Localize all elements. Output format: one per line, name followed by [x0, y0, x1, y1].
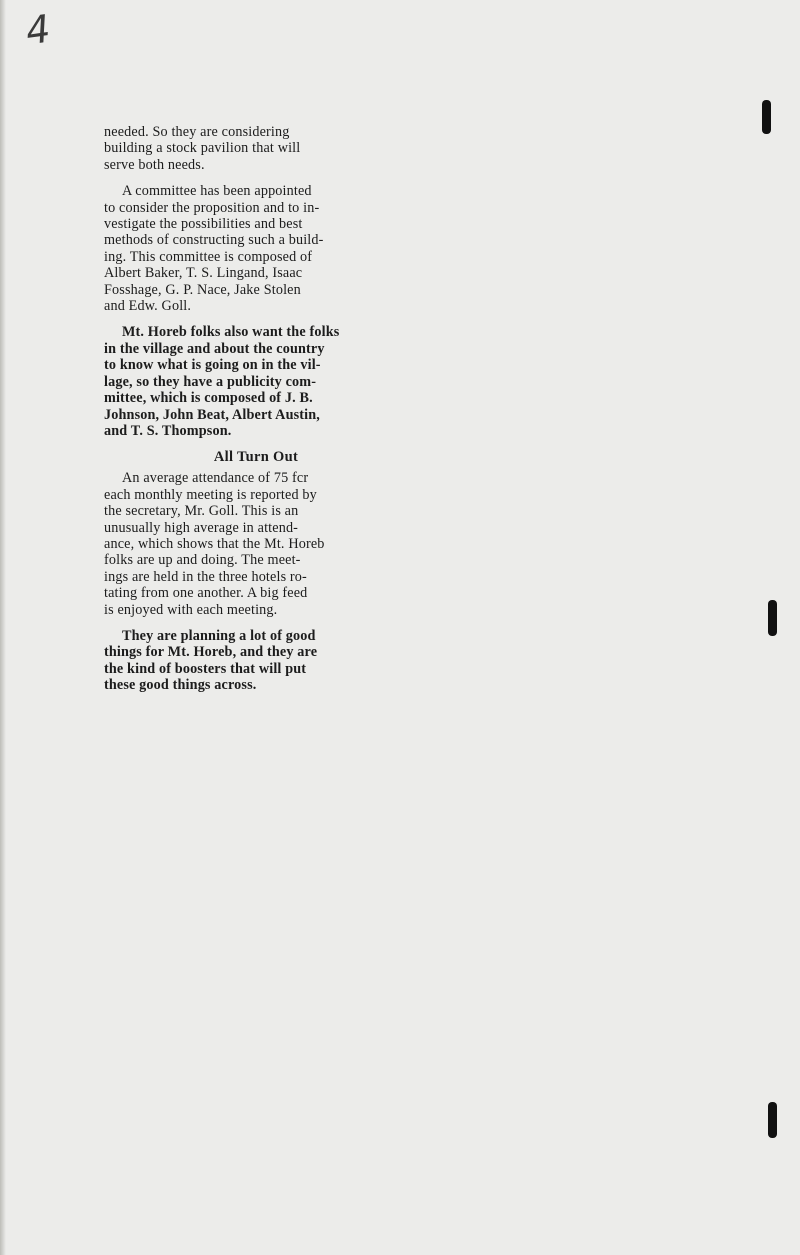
text-line: and T. S. Thompson.	[104, 422, 232, 439]
text-line: Mt. Horeb folks also want the folks	[122, 324, 340, 341]
text-line: the kind of boosters that will put	[104, 660, 307, 677]
text-line: methods of constructing such a build-	[104, 232, 324, 249]
binder-hole-mark-middle	[768, 600, 777, 636]
text-line: ance, which shows that the Mt. Horeb	[104, 535, 325, 552]
text-line: ings are held in the three hotels ro-	[104, 568, 307, 585]
text-line: serve both needs.	[104, 156, 205, 173]
page-number-handwritten: 4	[23, 6, 54, 54]
text-line: these good things across.	[104, 677, 257, 694]
page-edge	[0, 0, 6, 1255]
text-line: folks are up and doing. The meet-	[104, 552, 301, 569]
text-line: mittee, which is composed of J. B.	[104, 390, 313, 407]
text-line: Fosshage, G. P. Nace, Jake Stolen	[104, 281, 301, 298]
text-line: vestigate the possibilities and best	[104, 216, 303, 233]
text-line: Albert Baker, T. S. Lingand, Isaac	[104, 265, 303, 282]
text-line: They are planning a lot of good	[122, 627, 316, 644]
text-line: needed. So they are considering	[104, 124, 290, 140]
text-line: ing. This committee is composed of	[104, 248, 313, 265]
text-line: in the village and about the country	[104, 340, 325, 357]
binder-hole-mark-top	[762, 100, 771, 134]
newspaper-clipping	[98, 118, 412, 714]
text-line: unusually high average in attend-	[104, 519, 299, 536]
article-paragraph-3	[104, 324, 408, 439]
text-line: A committee has been appointed	[122, 183, 312, 200]
article-paragraph-4	[104, 470, 408, 618]
text-line: to know what is going on in the vil-	[104, 357, 321, 374]
text-line: building a stock pavilion that will	[104, 140, 301, 157]
article-paragraph-2	[104, 183, 408, 314]
article-paragraph-1	[104, 124, 408, 173]
text-line: tating from one another. A big feed	[104, 585, 308, 602]
article-paragraph-5	[104, 628, 408, 694]
article-subheading: All Turn Out	[213, 449, 299, 466]
text-line: Johnson, John Beat, Albert Austin,	[104, 406, 320, 423]
text-line: each monthly meeting is reported by	[104, 486, 317, 503]
text-line: the secretary, Mr. Goll. This is an	[104, 503, 299, 520]
text-line: is enjoyed with each meeting.	[104, 601, 278, 618]
text-line: and Edw. Goll.	[104, 298, 192, 315]
binder-hole-mark-bottom	[768, 1102, 777, 1138]
text-line: lage, so they have a publicity com-	[104, 373, 317, 390]
text-line: things for Mt. Horeb, and they are	[104, 644, 318, 661]
text-line: to consider the proposition and to in-	[104, 199, 320, 216]
text-line: An average attendance of 75 fcr	[122, 470, 309, 487]
